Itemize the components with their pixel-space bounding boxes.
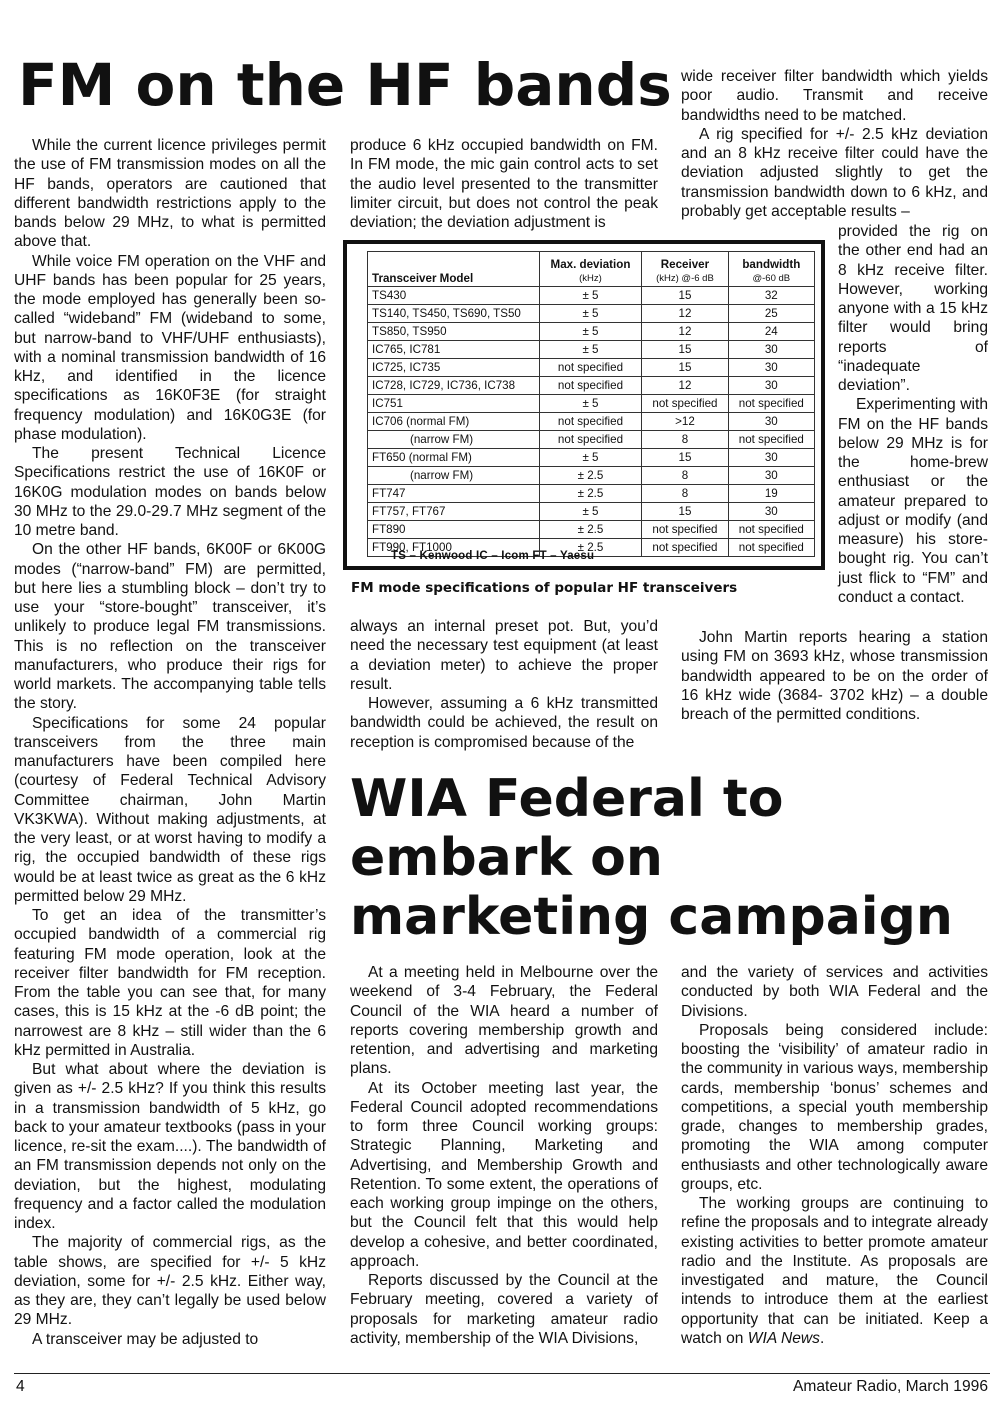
cell-model: (narrow FM)	[368, 467, 540, 485]
title-line: marketing campaign	[350, 887, 953, 947]
cell-model: IC725, IC735	[368, 359, 540, 377]
table-row	[368, 377, 815, 395]
paragraph: To get an idea of the transmitter’s occupied bandwidth of a commercial rig featuring FM mode operation, look at the receiver filter bandwidth for FM reception. From the table you can see that, for many cases, this is 15 kHz at the -6 dB point; the narrowest are 8 kHz – still wider than the 6 kHz permitted in Australia.	[14, 907, 326, 1059]
paragraph: Proposals being considered include: boosting the ‘visibility’ of amateur radio in the community in various ways, membership cards, membership ‘bonus’ schemes and competitions, a special youth membership grade, changes to membership grades, promoting the WIA among computer enthusiasts and other technologically aware groups, etc.	[681, 1021, 988, 1193]
cell-receiver: 12	[642, 305, 728, 323]
article-column-3-narrow	[838, 222, 988, 607]
cell-receiver: not specified	[642, 539, 728, 557]
cell-receiver: 8	[642, 485, 728, 503]
paragraph: A transceiver may be adjusted to	[32, 1330, 259, 1348]
publication-name: Amateur Radio, March 1996	[792, 1378, 988, 1395]
paragraph: On the other HF bands, 6K00F or 6K00G modes (“narrow-band” FM) are permitted, but here lies a stumbling block – don’t try to use your “store-bought” transceiver, it’s unlikely to produce legal FM transmissions. This is no reflection on the transceiver manufacturers, who produce their rigs for world markets. The accompanying table tells the story.	[14, 541, 326, 713]
cell-model: FT990, FT1000	[368, 539, 540, 557]
paragraph: While the current licence privileges permit the use of FM transmission modes on all the HF bands, operators are cautioned that different bandwidth restrictions apply to the bands below 29 MHz, to what is permitted above that.	[14, 137, 326, 251]
cell-deviation: not specified	[539, 413, 642, 431]
cell-bandwidth: 30	[728, 341, 814, 359]
paragraph: always an internal preset pot. But, you’d need the necessary test equipment (at least a deviation meter) to achieve the proper result.	[350, 618, 658, 693]
table-row	[368, 395, 815, 413]
paragraph: A rig specified for +/- 2.5 kHz deviation and an 8 kHz receive filter could have the deviation adjusted slightly to get the transmission bandwidth down to 6 kHz, and probably get acceptable results –	[681, 125, 988, 220]
cell-model: (narrow FM)	[368, 431, 540, 449]
cell-bandwidth: 30	[728, 503, 814, 521]
paragraph: Reports discussed by the Council at the February meeting, covered a variety of proposals for marketing amateur radio activity, membership of the WIA Divisions,	[350, 1272, 658, 1347]
cell-bandwidth: 30	[728, 377, 814, 395]
cell-receiver: 15	[642, 359, 728, 377]
paragraph: wide receiver filter bandwidth which yields poor audio. Transmit and receive bandwidths need to be matched.	[681, 68, 988, 124]
cell-deviation: not specified	[539, 377, 642, 395]
table-row	[368, 323, 815, 341]
cell-model: IC765, IC781	[368, 341, 540, 359]
header-deviation: Max. deviation (kHz)	[539, 252, 642, 287]
cell-deviation: ± 5	[539, 287, 642, 305]
cell-bandwidth: 30	[728, 449, 814, 467]
table-caption: FM mode specifications of popular HF transceivers	[351, 580, 738, 596]
table-row	[368, 341, 815, 359]
cell-bandwidth: not specified	[728, 395, 814, 413]
article2-column-2	[681, 963, 988, 1348]
spec-table-box	[343, 240, 825, 570]
paragraph: At its October meeting last year, the Federal Council adopted recommendations to form three Council working groups: Strategic Planning, Marketing and Advertising, and Membership Growth and Retention. To some extent, the operations of each working group impinge on the others, but the Council felt that this would help develop a cohesive, and better coordinated, approach.	[350, 1079, 658, 1270]
cell-model: FT747	[368, 485, 540, 503]
cell-bandwidth: not specified	[728, 521, 814, 539]
cell-receiver: >12	[642, 413, 728, 431]
table-row	[368, 305, 815, 323]
article2-column-1	[350, 963, 658, 1348]
cell-deviation: ± 5	[539, 503, 642, 521]
cell-receiver: 15	[642, 449, 728, 467]
cell-deviation: ± 5	[539, 305, 642, 323]
header-receiver: Receiver (kHz) @-6 dB	[642, 252, 728, 287]
cell-receiver: not specified	[642, 521, 728, 539]
cell-deviation: ± 5	[539, 395, 642, 413]
cell-model: TS140, TS450, TS690, TS50	[368, 305, 540, 323]
paragraph: While voice FM operation on the VHF and UHF bands has been popular for 25 years, the mode employed has generally been so-called “wideband” FM (wideband to some, but narrow-band to VHF/UHF enthusiasts), with a nominal transmission bandwidth of 16 kHz, and identified in the licence specifications as 16K0F3E (for straight frequency modulation) and 16K0G3E (for phase modulation).	[14, 252, 326, 443]
cell-deviation: ± 5	[539, 341, 642, 359]
table-row	[368, 413, 815, 431]
table-row	[368, 503, 815, 521]
cell-bandwidth: 25	[728, 305, 814, 323]
paragraph: But what about where the deviation is given as +/- 2.5 kHz? If you think this results in a transmission bandwidth of 5 kHz, go back to your amateur textbooks (pass in your licence, re-sit the exam....). The bandwidth of an FM transmission depends not only on the deviation, but the highest, modulating frequency and a factor called the modulation index.	[14, 1061, 326, 1232]
cell-deviation: not specified	[539, 359, 642, 377]
cell-deviation: ± 2.5	[539, 485, 642, 503]
table-row	[368, 485, 815, 503]
header-bandwidth: bandwidth @-60 dB	[728, 252, 814, 287]
title-line: embark on	[350, 828, 663, 888]
paragraph: The present Technical Licence Specifications restrict the use of 16K0F or 16K0G modulation modes on bands below 30 MHz to the 29.0-29.7 MHz segment of the 10 metre band.	[14, 445, 326, 539]
cell-receiver: 12	[642, 323, 728, 341]
cell-receiver: 15	[642, 341, 728, 359]
paragraph: Experimenting with FM on the HF bands below 29 MHz is for the home-brew enthusiast or the amateur prepared to adjust or modify (and measure) his store-bought rig. You can’t just flick to “FM” and conduct a contact.	[838, 396, 988, 606]
cell-model: IC728, IC729, IC736, IC738	[368, 377, 540, 395]
cell-deviation: not specified	[539, 431, 642, 449]
table-row	[368, 287, 815, 305]
header-model: Transceiver Model	[368, 252, 540, 287]
paragraph: John Martin reports hearing a station using FM on 3693 kHz, whose transmission bandwidth appeared to be on the order of 16 kHz wide (3684- 3702 kHz) – a double breach of the permitted conditions.	[681, 629, 988, 723]
cell-bandwidth: 30	[728, 467, 814, 485]
cell-receiver: 8	[642, 467, 728, 485]
cell-receiver: 8	[642, 431, 728, 449]
paragraph: provided the rig on the other end had an 8 kHz receive filter. However, working anyone with a 15 kHz filter would bring reports of “inadequate deviation”.	[838, 223, 988, 394]
cell-bandwidth: not specified	[728, 539, 814, 557]
table-row	[368, 467, 815, 485]
paragraph: produce 6 kHz occupied bandwidth on FM. In FM mode, the mic gain control acts to set the audio level presented to the transmitter limiter circuit, but does not control the peak deviation; the deviation adjustment is	[350, 137, 658, 231]
cell-model: IC751	[368, 395, 540, 413]
cell-receiver: 15	[642, 287, 728, 305]
cell-deviation: ± 5	[539, 323, 642, 341]
cell-model: FT890	[368, 521, 540, 539]
table-row	[368, 431, 815, 449]
cell-bandwidth: 30	[728, 359, 814, 377]
cell-receiver: not specified	[642, 395, 728, 413]
footer-rule	[14, 1373, 990, 1374]
cell-receiver: 12	[642, 377, 728, 395]
cell-bandwidth: not specified	[728, 431, 814, 449]
paragraph: and the variety of services and activities conducted by both WIA Federal and the Divisions.	[681, 964, 988, 1020]
cell-model: TS430	[368, 287, 540, 305]
manufacturer-legend: TS – Kenwood IC – Icom FT – Yaesu	[391, 550, 595, 562]
article-column-1	[14, 136, 326, 1349]
table-row	[368, 449, 815, 467]
article-column-3-bottom	[681, 628, 988, 724]
cell-bandwidth: 19	[728, 485, 814, 503]
cell-bandwidth: 32	[728, 287, 814, 305]
page-number: 4	[16, 1378, 25, 1395]
paragraph: The majority of commercial rigs, as the table shows, are specified for +/- 5 kHz deviation, some for +/- 2.5 kHz. Either way, as they are, they can’t legally be used below 29 MHz.	[14, 1234, 326, 1329]
cell-model: FT650 (normal FM)	[368, 449, 540, 467]
article-column-2-top	[350, 136, 658, 232]
article-column-2-bottom	[350, 617, 658, 752]
spec-table	[367, 251, 815, 557]
cell-model: FT757, FT767	[368, 503, 540, 521]
table-row	[368, 521, 815, 539]
cell-deviation: ± 2.5	[539, 467, 642, 485]
paragraph: However, assuming a 6 kHz transmitted bandwidth could be achieved, the result on reception is compromised because of the	[350, 695, 658, 751]
article-title: FM on the HF bands	[18, 51, 672, 119]
article-column-3-top	[681, 67, 988, 221]
cell-model: IC706 (normal FM)	[368, 413, 540, 431]
cell-bandwidth: 24	[728, 323, 814, 341]
table-row	[368, 359, 815, 377]
cell-receiver: 15	[642, 503, 728, 521]
article2-title	[350, 770, 990, 947]
cell-deviation: ± 2.5	[539, 539, 642, 557]
cell-bandwidth: 30	[728, 413, 814, 431]
wia-news-emphasis: WIA News	[747, 1329, 820, 1347]
cell-deviation: ± 5	[539, 449, 642, 467]
table-header-row	[368, 252, 815, 287]
paragraph: At a meeting held in Melbourne over the weekend of 3-4 February, the Federal Council of the WIA heard a number of reports covering membership growth and retention, and advertising and marketing plans.	[350, 964, 658, 1078]
cell-deviation: ± 2.5	[539, 521, 642, 539]
cell-model: TS850, TS950	[368, 323, 540, 341]
paragraph: The working groups are continuing to refine the proposals and to integrate already existing activities to better promote amateur radio and the Institute. As proposals are investigated and mature, the Council intends to introduce them at the earliest opportunity that can be initiated. Keep a watch on WIA News.	[681, 1195, 988, 1347]
title-line: WIA Federal to	[350, 769, 784, 829]
paragraph: Specifications for some 24 popular transceivers from the three main manufacturers have been compiled here (courtesy of Federal Technical Advisory Committee chairman, John Martin VK3KWA). Without making adjustments, at the very least, or at worst having to modify a rig, the occupied bandwidth of these rigs would be at least twice as great as the 6 kHz permitted below 29 MHz.	[14, 714, 326, 905]
